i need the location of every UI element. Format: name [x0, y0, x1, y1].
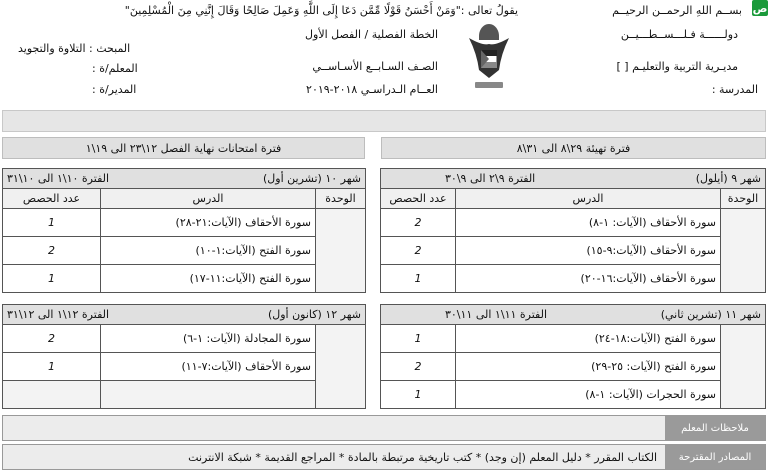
- lesson-cell: سورة الفتح (الآيات:١٨-٢٤): [456, 325, 721, 353]
- count-cell: 1: [3, 353, 101, 381]
- month-block-10: [2, 168, 366, 293]
- month-period: الفترة ١٢\١ الى ١٢\٣١: [7, 308, 110, 321]
- lesson-cell: [101, 381, 316, 409]
- lesson-cell: سورة الأحقاف (الآيات:١٦-٢٠): [456, 265, 721, 293]
- sources-label: المصادر المقترحة: [665, 445, 765, 469]
- count-cell: [3, 381, 101, 409]
- count-cell: 1: [380, 325, 455, 353]
- table-row: [381, 237, 766, 265]
- month-block-9: [380, 168, 766, 293]
- palestine-emblem-icon: [465, 18, 513, 98]
- table-row: [3, 381, 366, 409]
- table-row: [381, 209, 766, 237]
- document-header: [0, 0, 768, 103]
- lesson-cell: سورة المجادلة (الآيات: ١-٦): [101, 325, 316, 353]
- month-period: الفترة ١٠\١ الى ١٠\٣١: [7, 172, 110, 185]
- sources-value: الكتاب المقرر * دليل المعلم (إن وجد) * كتب تاريخية مرتبطة بالمادة * المراجع القديمة * شبكة الانترنت: [3, 445, 665, 469]
- prep-period: فترة تهيئة ٢٩\٨ الى ٣١\٨: [381, 137, 766, 159]
- count-cell: 2: [3, 237, 101, 265]
- plan-title: الخطة الفصلية / الفصل الأول: [305, 28, 438, 41]
- table-row: [380, 353, 765, 381]
- lesson-header: الدرس: [101, 189, 316, 209]
- month-title: شهر ٩ (أيلول): [695, 172, 761, 185]
- unit-header: الوحدة: [721, 189, 766, 209]
- blank-bar: [2, 110, 766, 132]
- unit-cell: [721, 209, 766, 293]
- grade: الصـف السـابــع الأسـاســي: [312, 60, 438, 73]
- verse: يقولُ تعالى :"وَمَنْ أَحْسَنُ قَوْلًا مِّمَّن دَعَا إِلَى اللَّهِ وَعَمِلَ صَالِحًا وَقَالَ إِنَّنِي مِنَ الْمُسْلِمِينَ": [124, 4, 518, 17]
- lesson-cell: سورة الفتح (الآيات:١-١٠): [101, 237, 316, 265]
- principal: المدير/ة :: [92, 83, 137, 96]
- count-cell: 2: [381, 237, 456, 265]
- lesson-cell: سورة الفتح (الآيات: ٢٥-٢٩): [456, 353, 721, 381]
- month-title: شهر ١٠ (تشرين أول): [262, 172, 361, 185]
- count-cell: 2: [381, 209, 456, 237]
- table-row: [3, 353, 366, 381]
- unit-cell: [316, 325, 366, 409]
- lesson-cell: سورة الأحقاف (الآيات:٩-١٥): [456, 237, 721, 265]
- sources-row: [2, 444, 766, 470]
- unit-cell: [721, 325, 766, 409]
- table-row: [380, 325, 765, 353]
- table-row: [3, 265, 366, 293]
- lesson-cell: سورة الأحقاف (الآيات:٢١-٢٨): [101, 209, 316, 237]
- count-cell: 2: [3, 325, 101, 353]
- month-period: الفترة ٩\٢ الى ٩\٣٠: [445, 172, 536, 185]
- app-badge-icon: ص: [752, 1, 768, 15]
- month-title: شهر ١٢ (كانون أول): [267, 308, 361, 321]
- lesson-cell: سورة الحجرات (الآيات: ١-٨): [456, 381, 721, 409]
- table-row: [380, 381, 765, 409]
- table-row: [381, 265, 766, 293]
- month-block-11: [380, 304, 766, 409]
- state-name: دولــــــة فـلـــســطـــيــن: [620, 28, 738, 41]
- unit-cell: [316, 209, 366, 293]
- lesson-cell: سورة الأحقاف (الآيات: ١-٨): [456, 209, 721, 237]
- notes-label: ملاحظات المعلم: [665, 416, 765, 440]
- table-row: [3, 209, 366, 237]
- month-block-12: [2, 304, 366, 409]
- month-period: الفترة ١١\١ الى ١١\٣٠: [444, 308, 548, 321]
- subject: المبحث : التلاوة والتجويد: [18, 42, 131, 55]
- table-row: [3, 237, 366, 265]
- lesson-header: الدرس: [456, 189, 721, 209]
- count-cell: 1: [381, 265, 456, 293]
- count-cell: 1: [3, 265, 101, 293]
- lesson-cell: سورة الفتح (الآيات:١١-١٧): [101, 265, 316, 293]
- count-cell: 2: [380, 353, 455, 381]
- teacher-notes-row: [2, 415, 766, 441]
- directorate: مديـرية التربية والتعليـم [ ]: [616, 60, 738, 73]
- academic-year: العــام الـدراسـي ٢٠١٨-٢٠١٩: [306, 83, 438, 96]
- lesson-cell: سورة الأحقاف (الآيات:٧-١١): [101, 353, 316, 381]
- unit-header: الوحدة: [316, 189, 366, 209]
- notes-value[interactable]: [3, 416, 665, 440]
- teacher: المعلم/ة :: [92, 62, 138, 75]
- count-cell: 1: [3, 209, 101, 237]
- count-cell: 1: [380, 381, 455, 409]
- exam-period: فترة امتحانات نهاية الفصل ١٢\٢٣ الى ١٩\١: [2, 137, 365, 159]
- basmala: بســم اللهِ الرحمــن الرحيــم: [612, 4, 742, 17]
- count-header: عدد الحصص: [381, 189, 456, 209]
- table-row: [3, 325, 366, 353]
- school-label: المدرسة :: [711, 83, 758, 96]
- month-title: شهر ١١ (تشرين ثاني): [660, 308, 761, 321]
- count-header: عدد الحصص: [3, 189, 101, 209]
